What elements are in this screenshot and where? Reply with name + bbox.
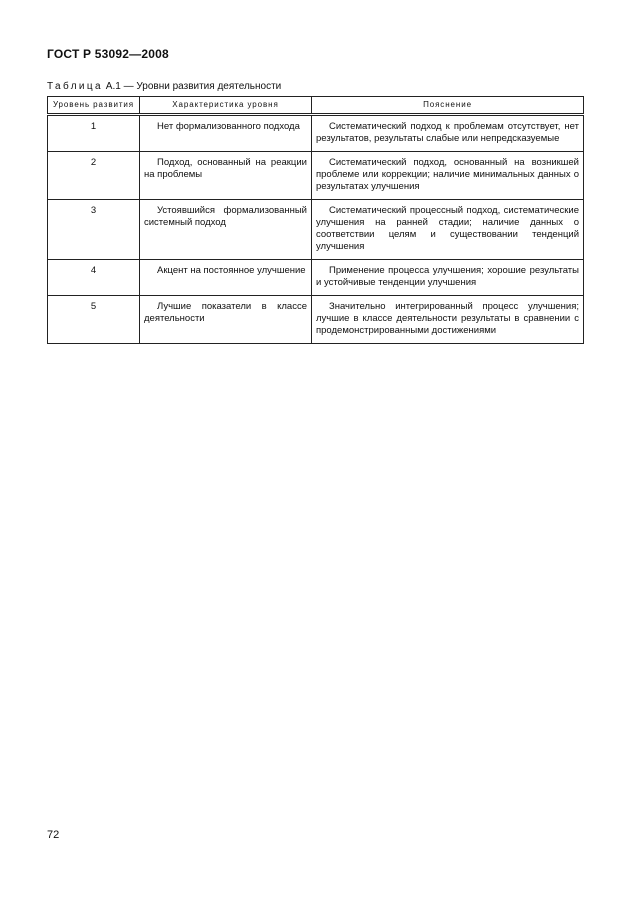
column-header-level: Уровень развития (48, 97, 140, 115)
level-cell: 1 (48, 115, 140, 152)
column-header-explanation: Пояснение (312, 97, 584, 115)
level-cell: 3 (48, 200, 140, 260)
table-row (48, 200, 584, 260)
explanation-cell: Систематический подход, основанный на возникшей проблеме или коррекции; наличие минимальных данных о результатах улучшения (312, 152, 584, 200)
table-caption-title: — Уровни развития деятельности (123, 81, 282, 92)
page-number: 72 (47, 829, 60, 841)
table-caption-label: Таблица (47, 81, 104, 92)
characteristic-cell: Лучшие показатели в классе деятельности (140, 296, 312, 344)
explanation-cell: Значительно интегрированный процесс улучшения; лучшие в классе деятельности результаты в сравнении с продемонстрированными достижениями (312, 296, 584, 344)
table-caption (47, 81, 281, 92)
table-caption-number: А.1 (105, 81, 121, 92)
table-row (48, 115, 584, 152)
characteristic-cell: Устоявшийся формализованный системный подход (140, 200, 312, 260)
characteristic-cell: Акцент на постоянное улучшение (140, 260, 312, 296)
table-row (48, 296, 584, 344)
explanation-cell: Систематический подход к проблемам отсутствует, нет результатов, результаты слабые или непредсказуемые (312, 115, 584, 152)
levels-table-container (47, 96, 583, 344)
characteristic-cell: Нет формализованного подхода (140, 115, 312, 152)
explanation-cell: Применение процесса улучшения; хорошие результаты и устойчивые тенденции улучшения (312, 260, 584, 296)
table-header-row (48, 97, 584, 115)
characteristic-cell: Подход, основанный на реакции на проблемы (140, 152, 312, 200)
level-cell: 5 (48, 296, 140, 344)
levels-table (47, 96, 584, 344)
level-cell: 4 (48, 260, 140, 296)
standard-header: ГОСТ Р 53092—2008 (47, 47, 169, 61)
explanation-cell: Систематический процессный подход, систематические улучшения на ранней стадии; наличие данных о соответствии целям и существовании тенденций улучшения (312, 200, 584, 260)
level-cell: 2 (48, 152, 140, 200)
column-header-characteristic: Характеристика уровня (140, 97, 312, 115)
table-row (48, 152, 584, 200)
table-row (48, 260, 584, 296)
